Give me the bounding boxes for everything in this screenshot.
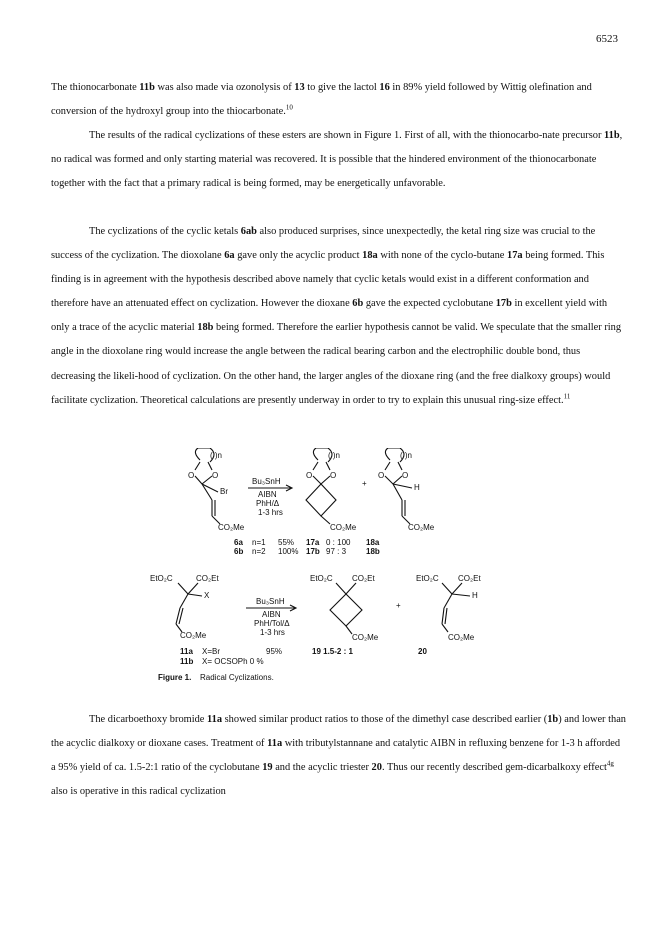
svg-text:97 : 3: 97 : 3 (326, 547, 347, 556)
svg-text:O: O (402, 471, 409, 480)
reaction-arrow-1 (248, 477, 292, 517)
svg-text:Radical Cyclizations.: Radical Cyclizations. (200, 673, 274, 682)
svg-text:EtO₂C: EtO₂C (416, 574, 439, 583)
svg-text:( )n: ( )n (210, 451, 222, 460)
svg-text:Figure 1.: Figure 1. (158, 673, 192, 682)
structure-6 (188, 448, 245, 532)
structure-11 (150, 574, 219, 640)
results-row-6a (234, 538, 380, 547)
svg-text:6b: 6b (234, 547, 244, 556)
svg-text:0 : 100: 0 : 100 (326, 538, 351, 547)
svg-text:CO₂Et: CO₂Et (352, 574, 375, 583)
svg-text:CO₂Et: CO₂Et (458, 574, 481, 583)
svg-text:CO₂Me: CO₂Me (330, 523, 357, 532)
svg-text:PhH/Δ: PhH/Δ (256, 499, 280, 508)
svg-text:O: O (306, 471, 313, 480)
svg-text:( )n: ( )n (328, 451, 340, 460)
svg-text:n=1: n=1 (252, 538, 266, 547)
paragraph-3: The cyclizations of the cyclic ketals 6ab also produced surprises, since unexpectedly, the ketal ring size was crucial to the success of the cyclization. The dioxolane 6a gave only the acyclic product 18a with none of the cyclo-butane 17a being formed. This finding is in agreement with the hypothesis described above namely that cyclic ketals would exist in a different conformation and therefore have an attenuated effect on cyclization. However the dioxane 6b gave the expected cyclobutane 17b in excellent yield with only a trace of the acyclic material 18b being formed. Therefore the earlier hypothesis cannot be valid. We speculate that the smaller ring angle in the dioxolane ring would increase the angle between the radical bearing carbon and the electrophilic double bond, thus decreasing the likeli-hood of cyclization. On the other hand, the larger angles of the dioxane ring (and the free dialkoxy groups) would facilitate cyclization. Theoretical calculations are presently underway in order to try to explain this unusual ring-size effect.$^{11}$ (51, 226, 622, 406)
structure-19 (310, 574, 379, 642)
oxygen-label: O (212, 471, 219, 480)
svg-text:CO₂Me: CO₂Me (180, 631, 207, 640)
svg-text:11a: 11a (180, 647, 193, 656)
svg-text:1-3 hrs: 1-3 hrs (258, 508, 283, 517)
svg-text:18a: 18a (366, 538, 380, 547)
oxygen-label: O (188, 471, 195, 480)
svg-text:Bu₃SnH: Bu₃SnH (256, 597, 285, 606)
svg-text:n=2: n=2 (252, 547, 266, 556)
svg-text:AIBN: AIBN (258, 490, 277, 499)
svg-text:1-3 hrs: 1-3 hrs (260, 628, 285, 637)
svg-text:O: O (330, 471, 337, 480)
svg-text:EtO₂C: EtO₂C (310, 574, 333, 583)
plus-sign: + (362, 479, 367, 488)
svg-text:6a: 6a (234, 538, 243, 547)
figure-caption (158, 673, 274, 682)
svg-text:EtO₂C: EtO₂C (150, 574, 173, 583)
svg-text:X=Br: X=Br (202, 647, 221, 656)
results-row-6b (234, 547, 380, 556)
paragraph-1: The thionocarbonate 11b was also made via ozonolysis of 13 to give the lactol 16 in 89% yield followed by Wittig olefination and conversion of the hydroxyl group into the thiocarbonate.$^{10}$ (51, 82, 592, 118)
svg-text:CO₂Me: CO₂Me (448, 633, 475, 642)
svg-text:20: 20 (418, 647, 427, 656)
svg-text:CO₂Me: CO₂Me (408, 523, 435, 532)
results-row-11a (180, 647, 427, 656)
figure-1-scheme (140, 448, 540, 698)
structure-18 (378, 448, 435, 532)
svg-text:18b: 18b (366, 547, 380, 556)
plus-sign: + (396, 601, 401, 610)
svg-text:Br: Br (220, 487, 228, 496)
svg-text:Bu₃SnH: Bu₃SnH (252, 477, 281, 486)
svg-text:CO₂Me: CO₂Me (352, 633, 379, 642)
svg-text:11b: 11b (180, 657, 194, 666)
results-row-11b (180, 657, 264, 666)
page-number: 6523 (596, 33, 618, 45)
svg-text:100%: 100% (278, 547, 299, 556)
svg-text:PhH/Tol/Δ: PhH/Tol/Δ (254, 619, 290, 628)
svg-text:H: H (414, 483, 420, 492)
svg-text:X: X (204, 591, 210, 600)
svg-text:17a: 17a (306, 538, 320, 547)
structure-17 (306, 448, 357, 532)
structure-20 (416, 574, 481, 642)
svg-text:19 1.5-2 : 1: 19 1.5-2 : 1 (312, 647, 353, 656)
svg-text:95%: 95% (266, 647, 283, 656)
svg-text:CO₂Et: CO₂Et (196, 574, 219, 583)
svg-text:CO₂Me: CO₂Me (218, 523, 245, 532)
reaction-arrow-2 (246, 597, 296, 637)
svg-text:H: H (472, 591, 478, 600)
svg-text:55%: 55% (278, 538, 295, 547)
svg-text:17b: 17b (306, 547, 320, 556)
svg-text:O: O (378, 471, 385, 480)
svg-text:AIBN: AIBN (262, 610, 281, 619)
paragraph-4: The dicarboethoxy bromide 11a showed similar product ratios to those of the dimethyl case described earlier (1b) and lower than the acyclic dialkoxy or dioxane cases. Treatment of 11a with tributylstannane and catalytic AIBN in refluxing benzene for 1-3 h afforded a 95% yield of ca. 1.5-2:1 ratio of the cyclobutane 19 and the acyclic triester 20. Thus our recently described gem-dicarbalkoxy effect$^{4g}$ also is operative in this radical cyclization (51, 714, 627, 798)
svg-text:( )n: ( )n (400, 451, 412, 460)
paragraph-2: The results of the radical cyclizations of these esters are shown in Figure 1. First of all, with the thionocarbo-nate precursor 11b, no radical was formed and only starting material was recovered. It is possible that the hindered environment of the thionocarbonate together with the fact that a primary radical is being formed, may be energetically unfavorable. (51, 130, 623, 190)
svg-text:X= OCSOPh 0 %: X= OCSOPh 0 % (202, 657, 264, 666)
